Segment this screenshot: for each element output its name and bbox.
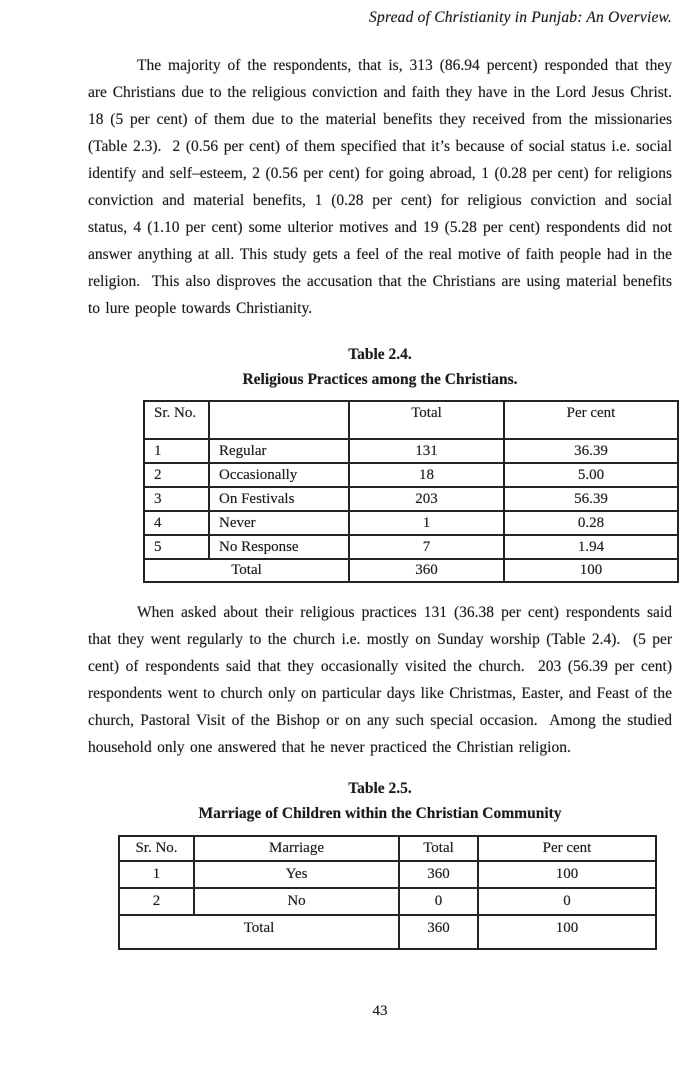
total-percent-cell: 100 xyxy=(478,915,656,949)
table24-caption-title: Religious Practices among the Christians. xyxy=(242,371,518,388)
cell: No xyxy=(194,888,399,915)
table-row xyxy=(144,535,678,559)
table-row xyxy=(144,439,678,463)
table24-caption-number: Table 2.4. xyxy=(348,346,412,363)
header-cell xyxy=(209,401,349,439)
running-header: Spread of Christianity in Punjab: An Overview. xyxy=(369,9,672,26)
cell: 7 xyxy=(349,535,504,559)
cell: 2 xyxy=(144,463,209,487)
cell: 56.39 xyxy=(504,487,678,511)
header-cell: Per cent xyxy=(504,401,678,439)
header-cell: Sr. No. xyxy=(144,401,209,439)
paragraph-1: The majority of the respondents, that is, 313 (86.94 percent) responded that they are Christians due to the religious conviction and faith they have in the Lord Jesus Christ. 18 (5 per cent) of them due to the material benefits they received from the missionaries (Table 2.3). 2 (0.56 per cent) of them specified that it’s because of social status i.e. social identify and self–esteem, 2 (0.56 per cent) for going abroad, 1 (0.28 per cent) for religions conviction and material benefits, 1 (0.28 per cent) for religious conviction and social status, 4 (1.10 per cent) some ulterior motives and 19 (5.28 per cent) respondents did not answer anything at all. This study gets a feel of the real motive of faith people had in the religion. This also disproves the accusation that the Christians are using material benefits to lure people towards Christianity. xyxy=(88,57,672,317)
cell: 5 xyxy=(144,535,209,559)
total-label-cell: Total xyxy=(144,559,349,582)
cell: 36.39 xyxy=(504,439,678,463)
header-cell: Total xyxy=(399,836,478,861)
cell: 5.00 xyxy=(504,463,678,487)
cell: Regular xyxy=(209,439,349,463)
cell: 1 xyxy=(144,439,209,463)
cell: 0 xyxy=(478,888,656,915)
total-value-cell: 360 xyxy=(399,915,478,949)
table-row xyxy=(144,487,678,511)
header-cell: Total xyxy=(349,401,504,439)
cell: Yes xyxy=(194,861,399,888)
table-row xyxy=(119,861,656,888)
total-percent-cell: 100 xyxy=(504,559,678,582)
cell: 131 xyxy=(349,439,504,463)
table-header-row xyxy=(119,836,656,861)
header-cell: Per cent xyxy=(478,836,656,861)
cell: Occasionally xyxy=(209,463,349,487)
paragraph-2: When asked about their religious practices 131 (36.38 per cent) respondents said that they went regularly to the church i.e. mostly on Sunday worship (Table 2.4). (5 per cent) of respondents said that they occasionally visited the church. 203 (56.39 per cent) respondents went to church only on particular days like Christmas, Easter, and Feast of the church, Pastoral Visit of the Bishop or on any such special occasion. Among the studied household only one answered that he never practiced the Christian religion. xyxy=(88,604,672,756)
cell: 0 xyxy=(399,888,478,915)
cell: On Festivals xyxy=(209,487,349,511)
cell: 100 xyxy=(478,861,656,888)
header-cell: Marriage xyxy=(194,836,399,861)
table-total-row xyxy=(119,915,656,949)
table-row xyxy=(144,511,678,535)
cell: 3 xyxy=(144,487,209,511)
cell: 203 xyxy=(349,487,504,511)
cell: 1 xyxy=(349,511,504,535)
cell: 4 xyxy=(144,511,209,535)
table-marriage-of-children xyxy=(118,835,657,950)
cell: 2 xyxy=(119,888,194,915)
total-value-cell: 360 xyxy=(349,559,504,582)
cell: Never xyxy=(209,511,349,535)
table-row xyxy=(119,888,656,915)
table-total-row xyxy=(144,559,678,582)
table-religious-practices xyxy=(143,400,679,583)
cell: 0.28 xyxy=(504,511,678,535)
cell: 1 xyxy=(119,861,194,888)
cell: No Response xyxy=(209,535,349,559)
table25-caption-number: Table 2.5. xyxy=(348,780,412,797)
cell: 18 xyxy=(349,463,504,487)
page-number: 43 xyxy=(372,1003,388,1019)
cell: 360 xyxy=(399,861,478,888)
cell: 1.94 xyxy=(504,535,678,559)
table25-caption-title: Marriage of Children within the Christian Community xyxy=(198,805,562,822)
total-label-cell: Total xyxy=(119,915,399,949)
table-header-row xyxy=(144,401,678,439)
table-row xyxy=(144,463,678,487)
header-cell: Sr. No. xyxy=(119,836,194,861)
